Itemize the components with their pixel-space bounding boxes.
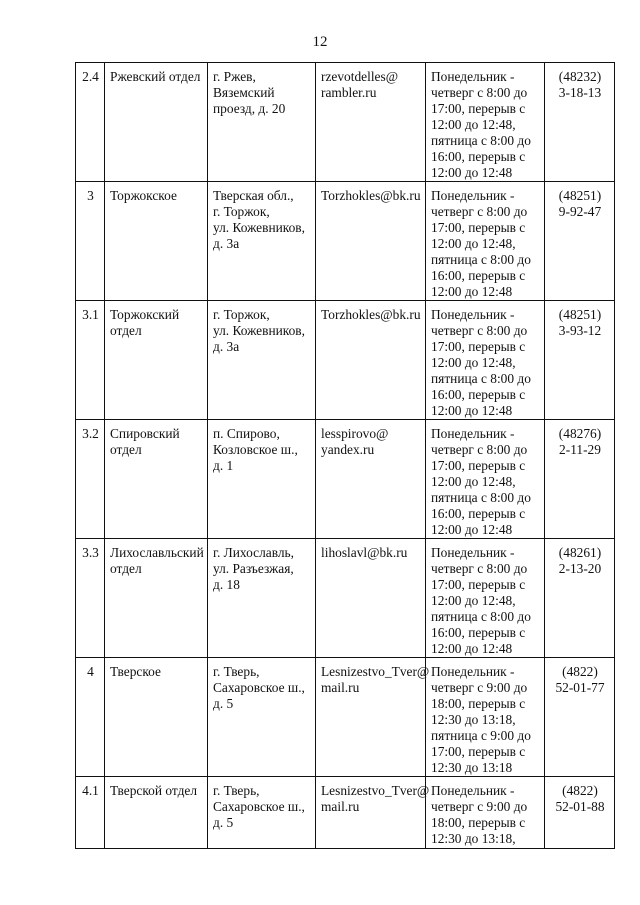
working-hours-line: Понедельник -	[431, 426, 515, 441]
working-hours-line: 12:00 до 12:48	[431, 284, 513, 299]
address-line: д. 3а	[213, 236, 240, 251]
email-cell	[316, 420, 426, 539]
email-cell	[316, 539, 426, 658]
phone-line: 3-93-12	[558, 323, 602, 338]
working-hours-cell	[426, 420, 545, 539]
department-name-line: Лихославльский	[110, 545, 204, 560]
table-row	[76, 420, 615, 539]
working-hours-line: 12:30 до 13:18,	[431, 712, 516, 727]
working-hours-line: 17:00, перерыв с	[431, 744, 526, 759]
working-hours-line: пятница с 8:00 до	[431, 490, 531, 505]
working-hours-line: 16:00, перерыв с	[431, 625, 526, 640]
address-line: д. 18	[213, 577, 240, 592]
email-cell	[316, 301, 426, 420]
phone-line: (48251)	[558, 188, 602, 203]
department-name-cell	[105, 539, 208, 658]
address-line: Тверская обл.,	[213, 188, 294, 203]
email-line: Lesnizestvo_Tver@	[321, 664, 430, 679]
working-hours-line: Понедельник -	[431, 188, 515, 203]
department-name-line: отдел	[110, 442, 142, 457]
phone-line: 52-01-77	[555, 680, 605, 695]
email-line: lesspirovo@	[321, 426, 389, 441]
department-name-cell	[105, 777, 208, 849]
working-hours-line: 17:00, перерыв с	[431, 577, 526, 592]
address-line: д. 5	[213, 815, 234, 830]
email-cell	[316, 63, 426, 182]
address-cell	[208, 777, 316, 849]
working-hours-line: Понедельник -	[431, 69, 515, 84]
working-hours-cell	[426, 539, 545, 658]
address-cell	[208, 539, 316, 658]
working-hours-line: четверг с 8:00 до	[431, 323, 528, 338]
table-row	[76, 301, 615, 420]
phone-line: 9-92-47	[558, 204, 602, 219]
working-hours-line: 12:00 до 12:48,	[431, 236, 516, 251]
working-hours-line: пятница с 8:00 до	[431, 133, 531, 148]
working-hours-line: четверг с 9:00 до	[431, 680, 528, 695]
address-line: Козловское ш.,	[213, 442, 298, 457]
address-cell	[208, 182, 316, 301]
department-name-cell	[105, 182, 208, 301]
email-line: lihoslavl@bk.ru	[321, 545, 408, 560]
phone-line: (4822)	[562, 664, 598, 679]
working-hours-line: 16:00, перерыв с	[431, 268, 526, 283]
phone-line: 2-11-29	[559, 442, 601, 457]
working-hours-line: 12:00 до 12:48	[431, 165, 513, 180]
page-number: 12	[312, 34, 328, 50]
working-hours-line: пятница с 8:00 до	[431, 609, 531, 624]
row-number-cell: 3.1	[76, 301, 105, 420]
address-line: п. Спирово,	[213, 426, 280, 441]
email-line: rambler.ru	[321, 85, 377, 100]
address-line: г. Тверь,	[213, 664, 260, 679]
address-line: ул. Кожевников,	[213, 323, 305, 338]
phone-cell	[545, 539, 615, 658]
address-cell	[208, 658, 316, 777]
email-line: mail.ru	[321, 799, 360, 814]
table-row	[76, 182, 615, 301]
phone-line: (4822)	[562, 783, 598, 798]
working-hours-line: 12:00 до 12:48	[431, 403, 513, 418]
address-line: Сахаровское ш.,	[213, 799, 305, 814]
working-hours-line: Понедельник -	[431, 783, 515, 798]
department-name-cell	[105, 420, 208, 539]
phone-cell	[545, 63, 615, 182]
phone-cell	[545, 658, 615, 777]
department-name-cell	[105, 63, 208, 182]
phone-line: 2-13-20	[558, 561, 602, 576]
working-hours-line: 16:00, перерыв с	[431, 387, 526, 402]
row-number-cell: 3.2	[76, 420, 105, 539]
table-row	[76, 63, 615, 182]
working-hours-line: 16:00, перерыв с	[431, 149, 526, 164]
address-line: проезд, д. 20	[213, 101, 286, 116]
phone-line: 52-01-88	[555, 799, 605, 814]
working-hours-line: 12:00 до 12:48,	[431, 355, 516, 370]
working-hours-line: 12:00 до 12:48,	[431, 593, 516, 608]
email-line: rzevotdelles@	[321, 69, 399, 84]
email-cell	[316, 658, 430, 777]
table-body	[76, 63, 615, 849]
phone-line: (48276)	[558, 426, 602, 441]
working-hours-line: 12:00 до 12:48,	[431, 474, 516, 489]
working-hours-cell	[426, 777, 545, 849]
working-hours-line: пятница с 9:00 до	[431, 728, 531, 743]
address-line: ул. Разъезжая,	[213, 561, 294, 576]
department-name-line: Ржевский отдел	[110, 69, 201, 84]
phone-line: (48232)	[558, 69, 602, 84]
address-line: г. Ржев,	[213, 69, 256, 84]
working-hours-line: четверг с 9:00 до	[431, 799, 528, 814]
working-hours-cell	[426, 182, 545, 301]
forestry-directory-table	[75, 62, 615, 849]
working-hours-line: 12:00 до 12:48	[431, 522, 513, 537]
working-hours-line: пятница с 8:00 до	[431, 252, 531, 267]
working-hours-line: пятница с 8:00 до	[431, 371, 531, 386]
email-line: Lesnizestvo_Tver@	[321, 783, 430, 798]
address-line: д. 1	[213, 458, 234, 473]
address-line: ул. Кожевников,	[213, 220, 305, 235]
department-name-cell	[105, 658, 208, 777]
address-cell	[208, 63, 316, 182]
working-hours-line: 12:00 до 12:48,	[431, 117, 516, 132]
working-hours-line: четверг с 8:00 до	[431, 442, 528, 457]
phone-line: 3-18-13	[558, 85, 602, 100]
department-name-line: Торжокский	[110, 307, 180, 322]
address-line: Вяземский	[213, 85, 275, 100]
row-number-cell: 2.4	[76, 63, 105, 182]
email-cell	[316, 777, 430, 849]
working-hours-line: четверг с 8:00 до	[431, 561, 528, 576]
working-hours-cell	[426, 658, 545, 777]
table-row	[76, 777, 615, 849]
address-line: д. 3а	[213, 339, 240, 354]
phone-cell	[545, 182, 615, 301]
working-hours-line: 12:00 до 12:48	[431, 641, 513, 656]
row-number-cell: 3.3	[76, 539, 105, 658]
address-line: г. Торжок,	[213, 204, 270, 219]
phone-cell	[545, 301, 615, 420]
department-name-line: Тверской отдел	[110, 783, 198, 798]
phone-cell	[545, 420, 615, 539]
working-hours-line: четверг с 8:00 до	[431, 85, 528, 100]
working-hours-line: четверг с 8:00 до	[431, 204, 528, 219]
working-hours-line: 18:00, перерыв с	[431, 815, 526, 830]
department-name-line: Тверское	[110, 664, 161, 679]
table-row	[76, 658, 615, 777]
working-hours-line: 17:00, перерыв с	[431, 101, 526, 116]
address-line: д. 5	[213, 696, 234, 711]
email-line: yandex.ru	[321, 442, 375, 457]
row-number-cell: 4	[76, 658, 105, 777]
working-hours-line: 17:00, перерыв с	[431, 339, 526, 354]
phone-line: (48251)	[558, 307, 602, 322]
working-hours-line: Понедельник -	[431, 307, 515, 322]
working-hours-line: Понедельник -	[431, 664, 515, 679]
working-hours-cell	[426, 301, 545, 420]
working-hours-line: 12:30 до 13:18	[431, 760, 513, 775]
working-hours-line: 17:00, перерыв с	[431, 458, 526, 473]
department-name-line: отдел	[110, 323, 142, 338]
working-hours-line: 12:30 до 13:18,	[431, 831, 516, 846]
address-line: г. Торжок,	[213, 307, 270, 322]
table-row	[76, 539, 615, 658]
working-hours-line: 18:00, перерыв с	[431, 696, 526, 711]
email-line: mail.ru	[321, 680, 360, 695]
address-cell	[208, 301, 316, 420]
email-line: Torzhokles@bk.ru	[321, 188, 421, 203]
phone-cell	[545, 777, 615, 849]
department-name-cell	[105, 301, 208, 420]
department-name-line: Спировский	[110, 426, 180, 441]
address-line: Сахаровское ш.,	[213, 680, 305, 695]
working-hours-line: 17:00, перерыв с	[431, 220, 526, 235]
working-hours-cell	[426, 63, 545, 182]
address-line: г. Тверь,	[213, 783, 260, 798]
address-line: г. Лихославль,	[213, 545, 294, 560]
email-cell	[316, 182, 426, 301]
row-number-cell: 3	[76, 182, 105, 301]
working-hours-line: 16:00, перерыв с	[431, 506, 526, 521]
address-cell	[208, 420, 316, 539]
department-name-line: Торжокское	[110, 188, 177, 203]
row-number-cell: 4.1	[76, 777, 105, 849]
working-hours-line: Понедельник -	[431, 545, 515, 560]
email-line: Torzhokles@bk.ru	[321, 307, 421, 322]
department-name-line: отдел	[110, 561, 142, 576]
phone-line: (48261)	[558, 545, 602, 560]
